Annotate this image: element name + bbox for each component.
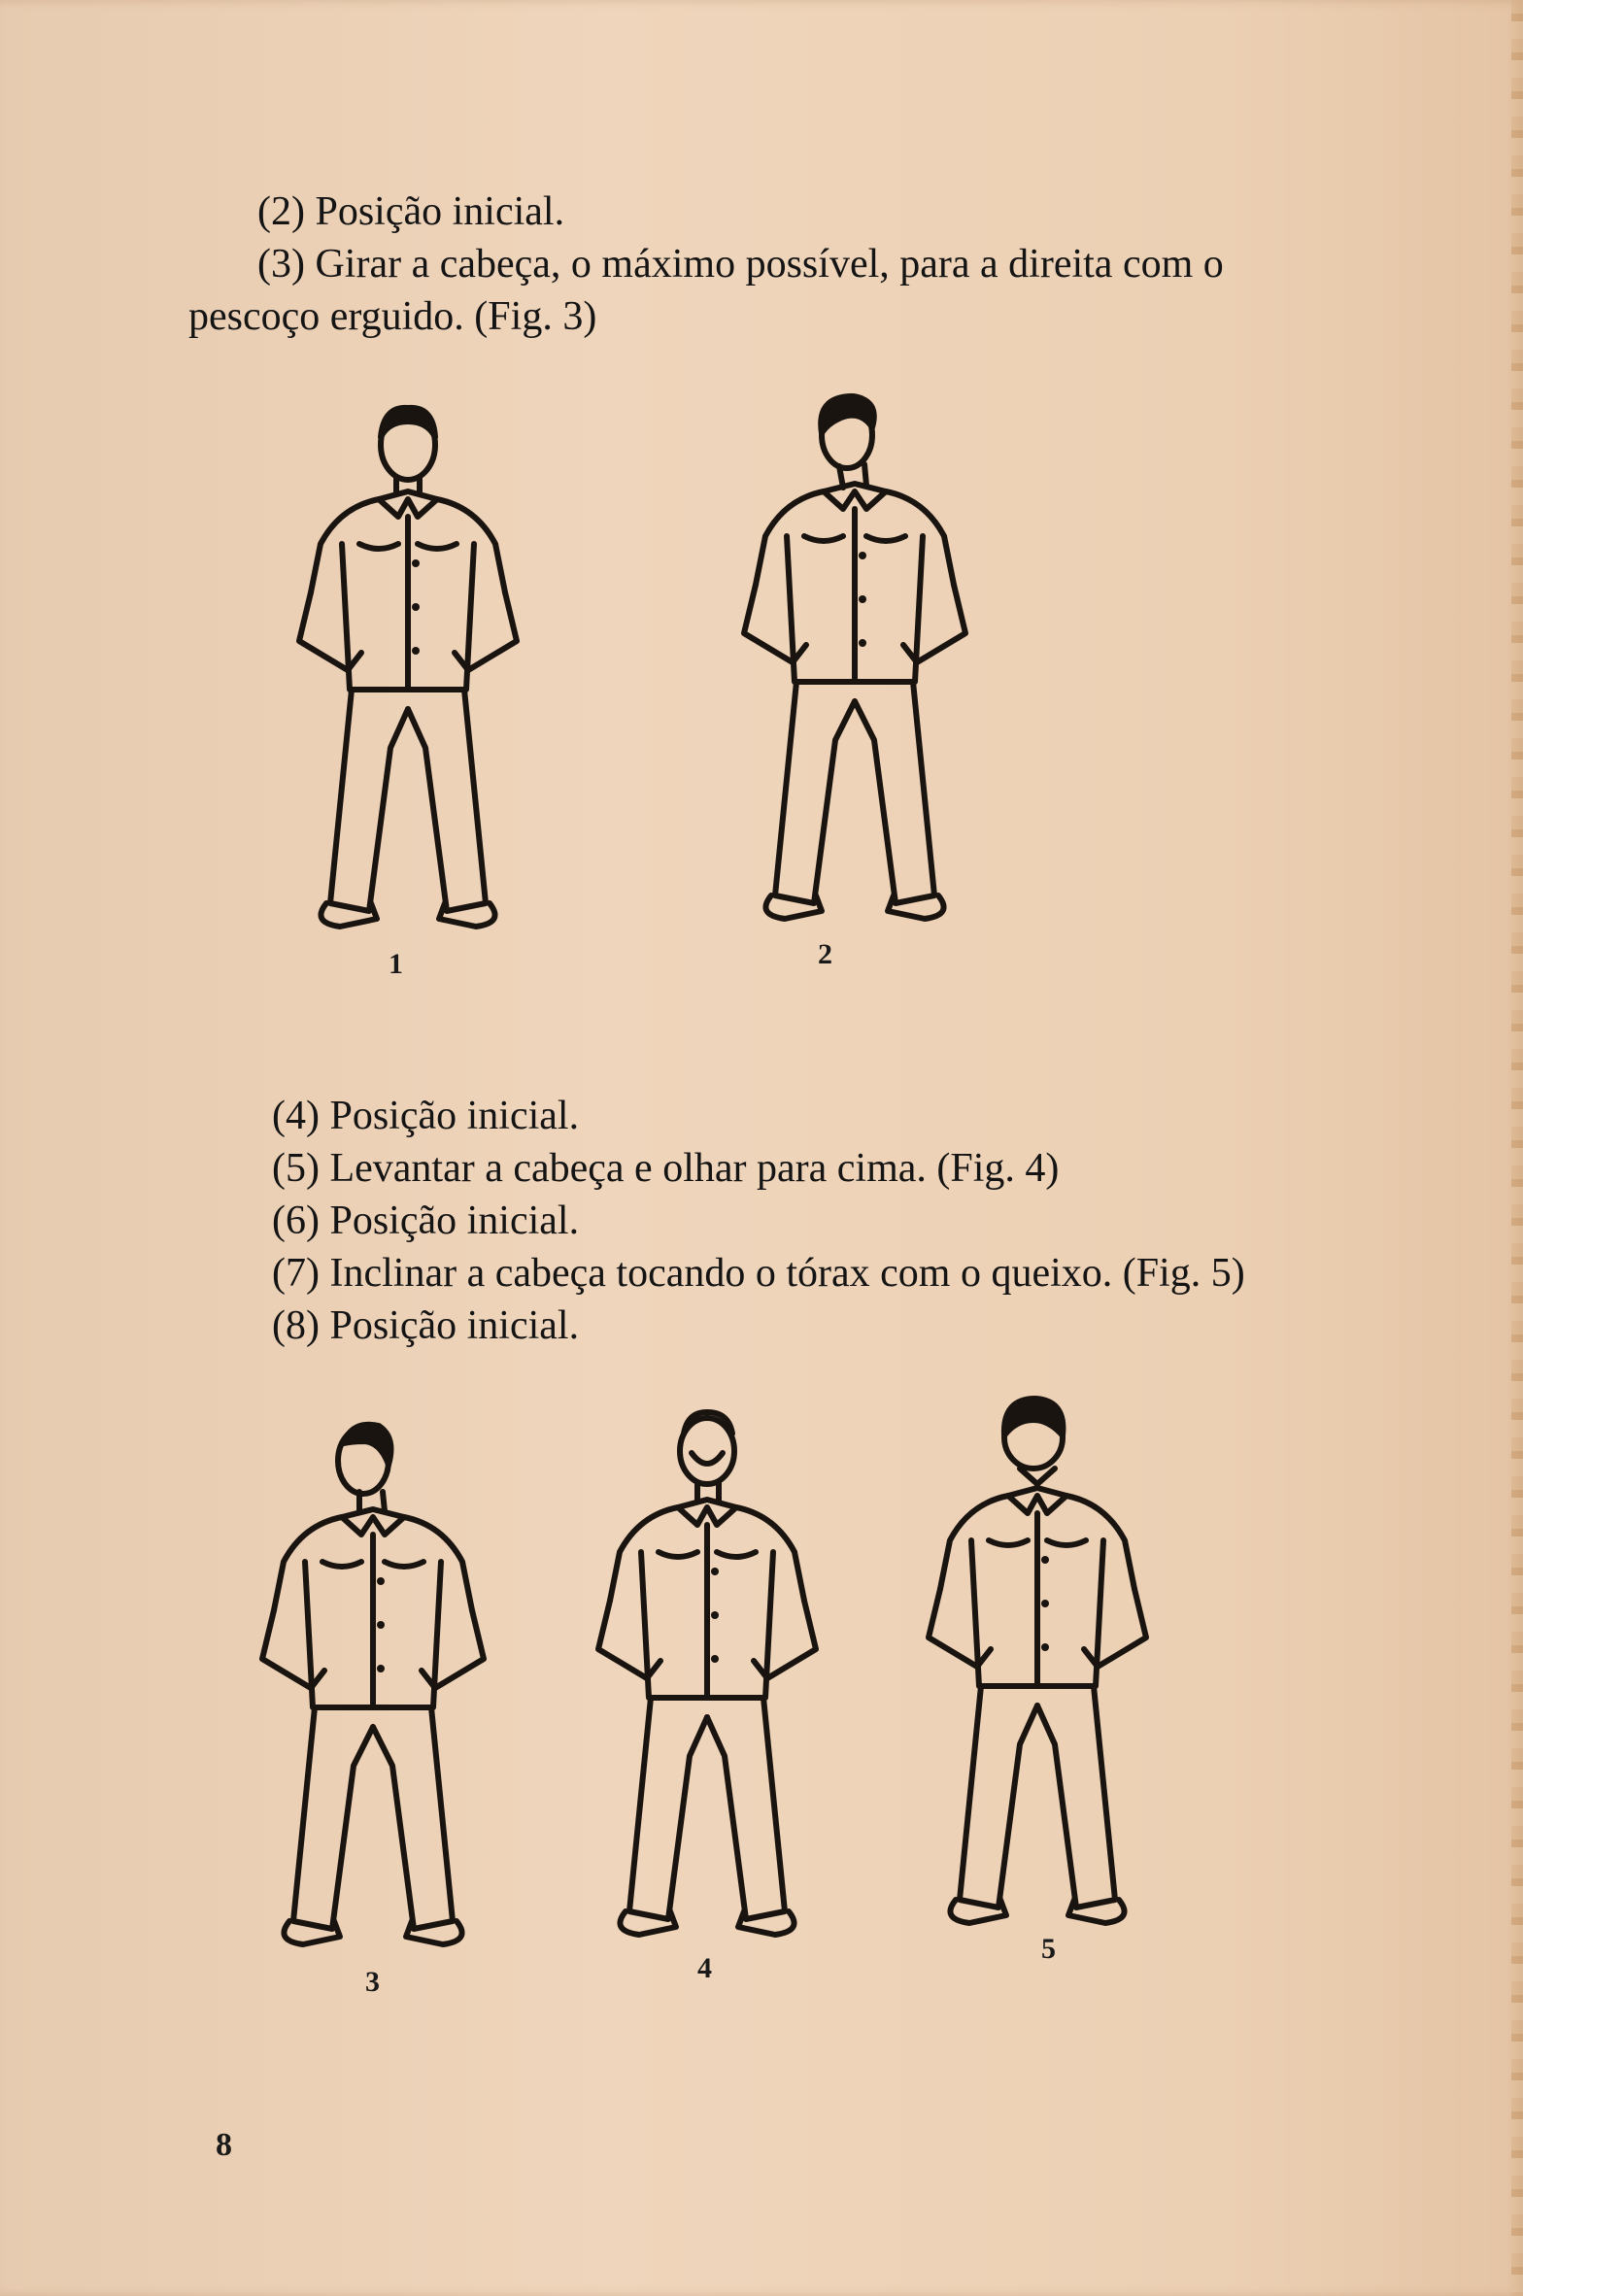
figure-5-illustration xyxy=(901,1395,1173,1939)
text-line-2: (2) Posição inicial. xyxy=(257,189,565,234)
text-line-7: (7) Inclinar a cabeça tocando o tórax com o queixo. (Fig. 5) xyxy=(272,1251,1245,1296)
text-line-3b: pescoço erguido. (Fig. 3) xyxy=(188,294,597,339)
text-line-4: (4) Posição inicial. xyxy=(272,1094,580,1138)
page-torn-edge xyxy=(1511,0,1523,2296)
figure-1-illustration xyxy=(272,398,544,942)
figure-3-label: 3 xyxy=(365,1966,380,1998)
text-line-6: (6) Posição inicial. xyxy=(272,1199,580,1243)
figure-4-illustration xyxy=(571,1404,843,1948)
figure-3-illustration xyxy=(237,1414,509,1958)
text-line-3a: (3) Girar a cabeça, o máximo possível, para a direita com o xyxy=(257,242,1224,287)
text-line-5: (5) Levantar a cabeça e olhar para cima. (Fig. 4) xyxy=(272,1146,1060,1191)
figure-2-label: 2 xyxy=(818,938,832,970)
figure-5-label: 5 xyxy=(1041,1933,1056,1965)
figure-2-illustration xyxy=(719,388,991,932)
text-line-8: (8) Posição inicial. xyxy=(272,1303,580,1348)
figure-4-label: 4 xyxy=(697,1952,712,1984)
page-number: 8 xyxy=(216,2127,232,2163)
figure-1-label: 1 xyxy=(389,948,403,980)
